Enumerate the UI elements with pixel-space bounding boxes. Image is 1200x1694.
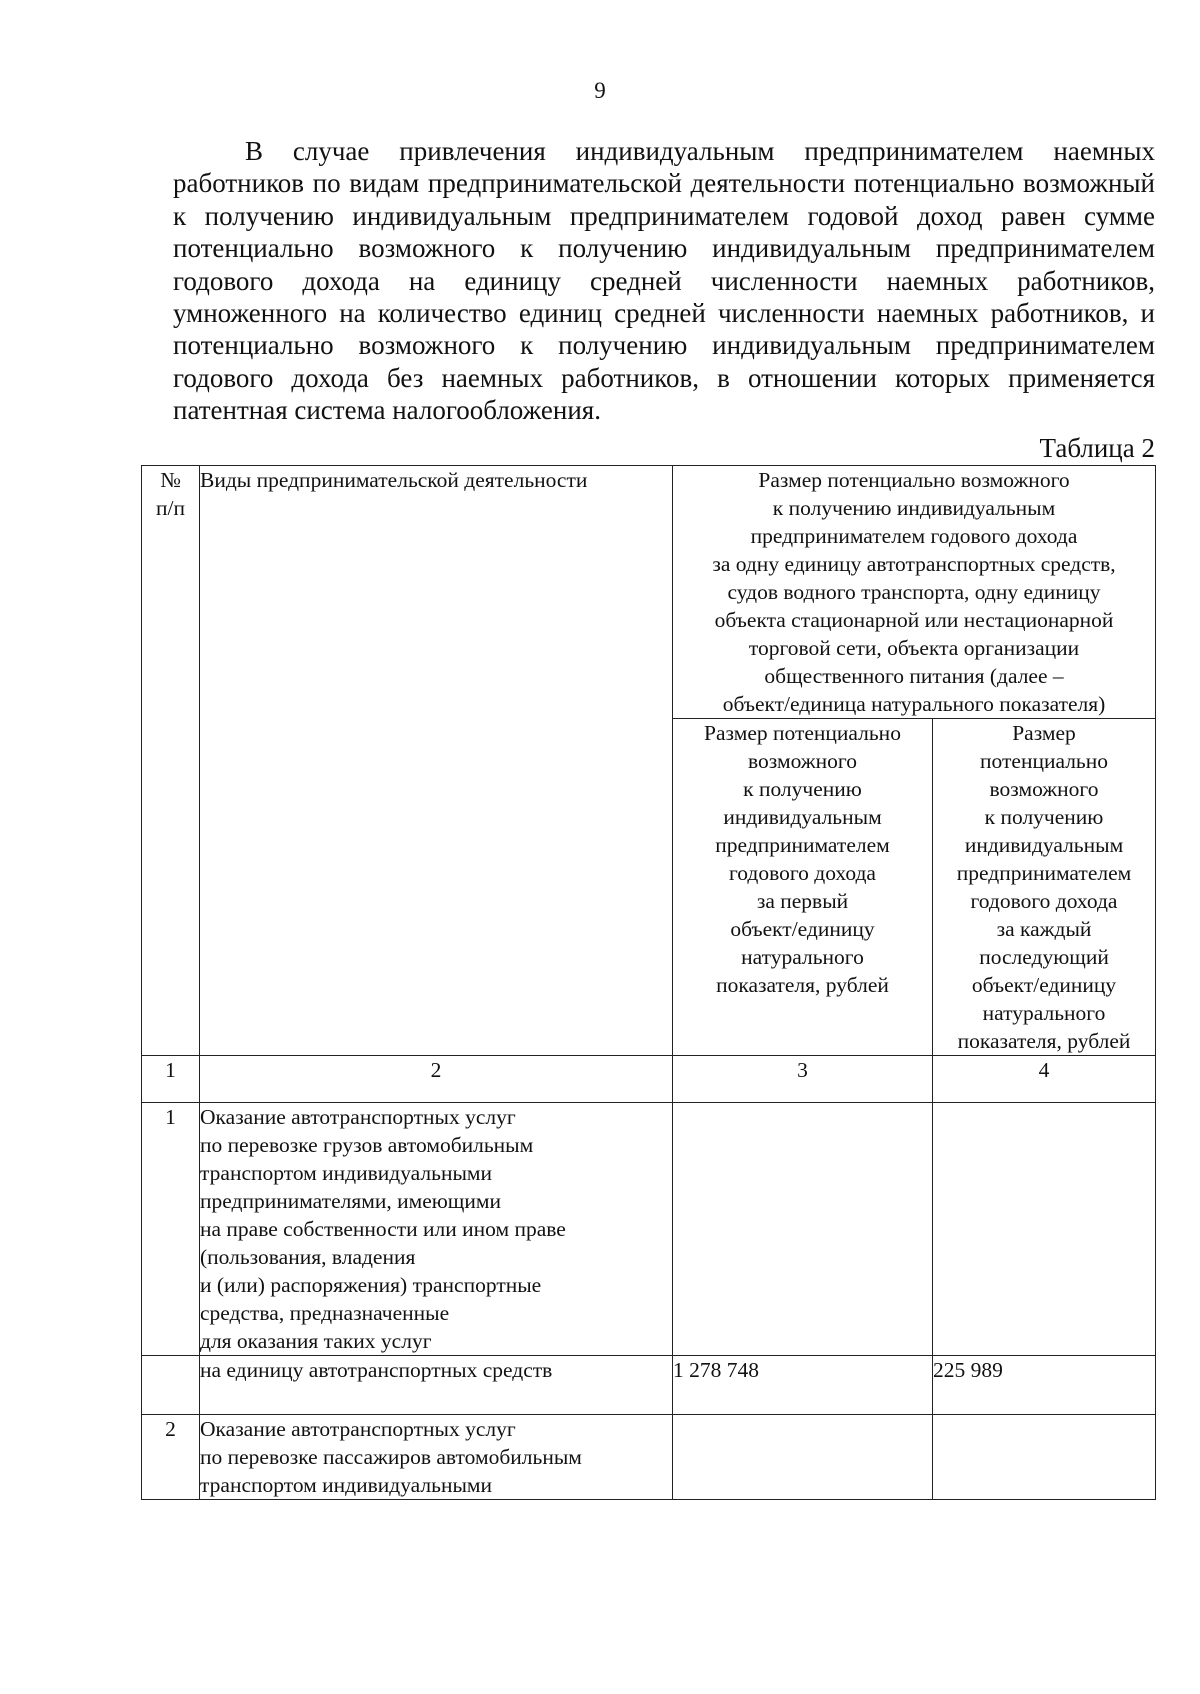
column-number: 4 [933, 1056, 1156, 1103]
row-activity-line: по перевозке пассажиров автомобильным [200, 1445, 582, 1469]
column-number: 1 [142, 1056, 200, 1103]
table-row [142, 1415, 1156, 1500]
header-next-line: возможного [989, 777, 1099, 801]
header-next-object-cell [933, 719, 1156, 1056]
header-first-object-cell [673, 719, 933, 1056]
header-next-line: показателя, рублей [957, 1029, 1131, 1053]
intro-paragraph: В случае привлечения индивидуальным предпринимателем наемных работников по видам предпринимательской деятельности потенциально возможный к получению индивидуальным предпринимателем годовой доход равен сумме потенциально возможного к получению индивидуальным предпринимателем годового дохода на единицу средней численности наемных работников, умноженного на количество единиц средней численности наемных работников, и потенциально возможного к получению индивидуальным предпринимателем годового дохода без наемных работников, в отношении которых применяется патентная система налогообложения. [173, 136, 1155, 426]
row-number: 2 [142, 1415, 200, 1500]
header-first-line: годового дохода [729, 861, 876, 885]
table-row [142, 1103, 1156, 1356]
row-activity-line: предпринимателями, имеющими [200, 1189, 501, 1213]
row-activity-line: (пользования, владения [200, 1245, 416, 1269]
tax-table [141, 465, 1156, 1500]
row-activity [200, 1415, 673, 1500]
header-next-line: предпринимателем [956, 861, 1132, 885]
row-activity-line: и (или) распоряжения) транспортные [200, 1273, 542, 1297]
header-first-line: возможного [748, 749, 857, 773]
row-activity-line: по перевозке грузов автомобильным [200, 1133, 534, 1157]
header-next-line: индивидуальным [964, 833, 1124, 857]
header-next-line: потенциально [980, 749, 1108, 773]
header-num-cell [142, 466, 200, 1056]
row-next-value: 225 989 [933, 1356, 1156, 1415]
row-activity [200, 1103, 673, 1356]
row-activity-line: транспортом индивидуальными [200, 1161, 493, 1185]
row-activity-line: для оказания таких услуг [200, 1329, 432, 1353]
row-activity-line: Оказание автотранспортных услуг [200, 1417, 516, 1441]
row-activity-line: средства, предназначенные [200, 1301, 450, 1325]
header-next-line: объект/единицу [971, 973, 1117, 997]
header-first-line: предпринимателем [715, 833, 890, 857]
row-next-value [933, 1103, 1156, 1356]
table-row [142, 1356, 1156, 1415]
header-size-line: за одну единицу автотранспортных средств, [712, 552, 1116, 576]
header-next-line: за каждый [996, 917, 1092, 941]
header-size-cell [673, 466, 1156, 719]
row-activity-line: на праве собственности или ином праве [200, 1217, 566, 1241]
column-number: 3 [673, 1056, 933, 1103]
header-size-line: Размер потенциально возможного [758, 468, 1070, 492]
row-activity-line: Оказание автотранспортных услуг [200, 1105, 516, 1129]
header-first-line: натурального [741, 945, 864, 969]
row-number [142, 1356, 200, 1415]
row-first-value [673, 1415, 933, 1500]
header-size-line: объект/единица натурального показателя) [722, 692, 1106, 716]
header-first-line: индивидуальным [723, 805, 882, 829]
table-caption: Таблица 2 [1039, 433, 1155, 463]
header-num-abbrev: п/п [156, 496, 185, 520]
row-activity: на единицу автотранспортных средств [200, 1356, 673, 1415]
header-next-line: Размер [1012, 721, 1076, 745]
header-activity-cell: Виды предпринимательской деятельности [200, 466, 673, 1056]
header-next-line: к получению [984, 805, 1104, 829]
header-next-line: годового дохода [970, 889, 1118, 913]
header-first-line: Размер потенциально [704, 721, 901, 745]
row-number: 1 [142, 1103, 200, 1356]
header-size-line: к получению индивидуальным [772, 496, 1056, 520]
header-size-line: предпринимателем годового дохода [750, 524, 1078, 548]
column-number-row [142, 1056, 1156, 1103]
header-size-line: объекта стационарной или нестационарной [714, 608, 1114, 632]
header-size-line: общественного питания (далее – [764, 664, 1064, 688]
header-first-line: за первый [756, 889, 849, 913]
header-next-line: натурального [982, 1001, 1106, 1025]
row-next-value [933, 1415, 1156, 1500]
header-size-line: судов водного транспорта, одну единицу [727, 580, 1101, 604]
header-size-line: торговой сети, объекта организации [748, 636, 1080, 660]
row-activity-line: транспортом индивидуальными [200, 1473, 493, 1497]
row-first-value: 1 278 748 [673, 1356, 933, 1415]
header-row-1 [142, 466, 1156, 719]
header-first-line: объект/единицу [730, 917, 875, 941]
page-number: 9 [594, 78, 606, 103]
header-next-line: последующий [979, 945, 1109, 969]
row-first-value [673, 1103, 933, 1356]
header-num-symbol: № [160, 468, 181, 492]
column-number: 2 [200, 1056, 673, 1103]
header-first-line: к получению [743, 777, 862, 801]
header-first-line: показателя, рублей [716, 973, 889, 997]
